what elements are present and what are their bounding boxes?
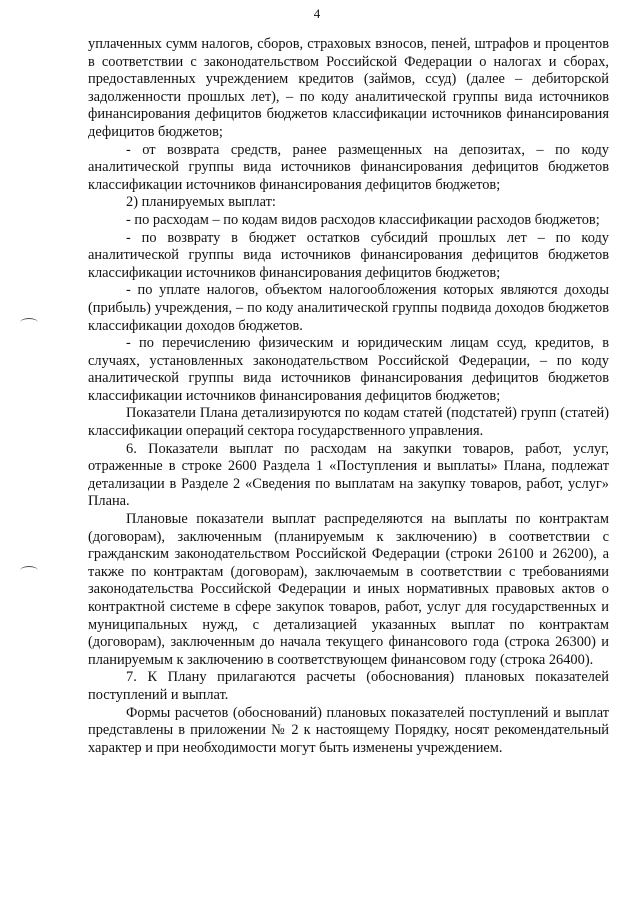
page-number: 4 xyxy=(313,6,321,21)
margin-mark xyxy=(20,566,38,575)
paragraph: Показатели Плана детализируются по кодам статей (подстатей) групп (статей) классификации операций сектора государственного управления. xyxy=(88,405,609,440)
paragraph: 6. Показатели выплат по расходам на закупки товаров, работ, услуг, отраженные в строке 2600 Раздела 1 «Поступления и выплаты» Плана, подлежат детализации в Разделе 2 «Сведения по выплатам на закупку товаров, работ, услуг» Плана. xyxy=(88,440,609,510)
paragraph: - по перечислению физическим и юридическим лицам ссуд, кредитов, в случаях, установленных законодательством Российской Федерации, – по коду аналитической группы вида источников финансирования дефицитов бюджетов классификации источников финансирования дефицитов бюджетов; xyxy=(88,335,609,404)
paragraph: - по уплате налогов, объектом налогообложения которых являются доходы (прибыль) учреждения, – по коду аналитической группы подвида доходов бюджетов классификации доходов бюджетов. xyxy=(88,282,609,334)
paragraph: - от возврата средств, ранее размещенных на депозитах, – по коду аналитической группы вида источников финансирования дефицитов бюджетов классификации источников финансирования дефицитов бюджетов; xyxy=(88,141,609,193)
paragraph: Плановые показатели выплат распределяются на выплаты по контрактам (договорам), заключенным (планируемым к заключению) в соответствии с гражданским законодательством Российской Федерации (строки 26100 и 26200), а также по контрактам (договорам), заключаемым в соответствии с требованиями законодательства Российской Федерации и иных нормативных правовых актов о контрактной системе в сфере закупок товаров, работ, услуг для государственных и муниципальных нужд, с детализацией указанных выплат по контрактам (договорам), заключенным до начала текущего финансового года (строка 26300) и планируемым к заключению в соответствующем финансовом году (строка 26400). xyxy=(88,511,609,668)
document-body xyxy=(88,36,609,757)
paragraph: - по возврату в бюджет остатков субсидий прошлых лет – по коду аналитической группы вида источников финансирования дефицитов бюджетов классификации источников финансирования дефицитов бюджетов; xyxy=(88,229,609,281)
paragraph: уплаченных сумм налогов, сборов, страховых взносов, пеней, штрафов и процентов в соответствии с законодательством Российской Федерации о налогах и сборах, предоставленных учреждением кредитов (займов, ссуд) (далее – дебиторской задолженности прошлых лет), – по коду аналитической группы вида источников финансирования дефицитов бюджетов классификации источников финансирования дефицитов бюджетов; xyxy=(88,36,609,140)
paragraph: 7. К Плану прилагаются расчеты (обоснования) плановых показателей поступлений и выплат. xyxy=(88,669,609,703)
paragraph: 2) планируемых выплат: xyxy=(126,194,276,211)
paragraph: - по расходам – по кодам видов расходов классификации расходов бюджетов; xyxy=(126,211,600,228)
margin-mark xyxy=(20,318,38,327)
paragraph: Формы расчетов (обоснований) плановых показателей поступлений и выплат представлены в приложении № 2 к настоящему Порядку, носят рекомендательный характер и при необходимости могут быть изменены учреждением. xyxy=(88,704,609,756)
